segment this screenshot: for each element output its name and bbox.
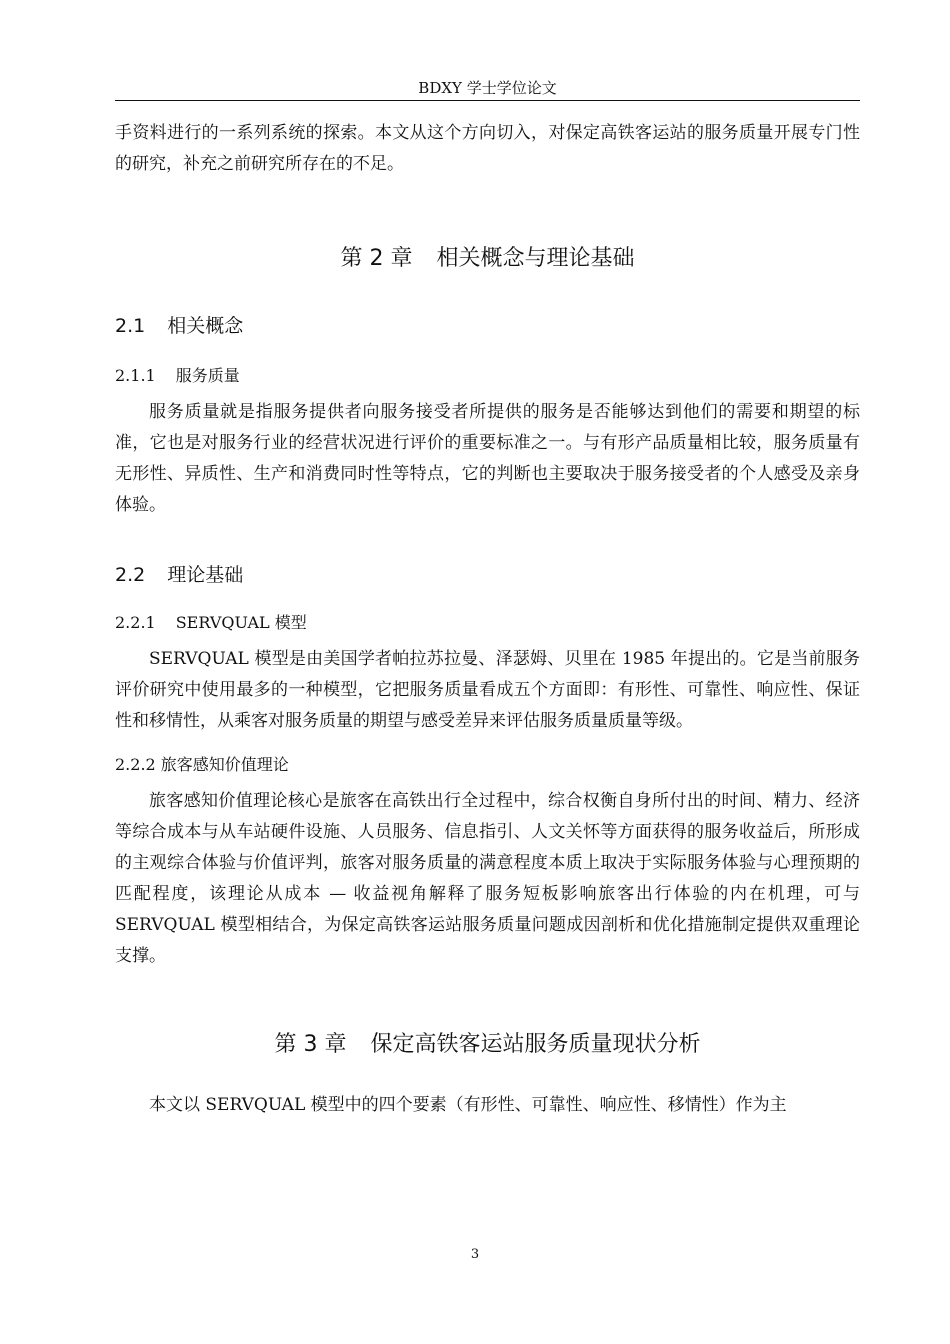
perceived-value-paragraph: 旅客感知价值理论核心是旅客在高铁出行全过程中，综合权衡自身所付出的时间、精力、经济等综合成本与从车站硬件设施、人员服务、信息指引、人文关怀等方面获得的服务收益后，所形成的主观综合体验与价值评判，旅客对服务质量的满意程度本质上取决于实际服务体验与心理预期的匹配程度，该理论从成本 — 收益视角解释了服务短板影响旅客出行体验的内在机理，可与 SERVQUAL 模型相结合，为保定高铁客运站服务质量问题成因剖析和优化措施制定提供双重理论支撑。 xyxy=(115,791,860,966)
subsection-2-2-2-heading: 2.2.2 旅客感知价值理论 xyxy=(115,755,289,774)
section-2-1-title: 相关概念 xyxy=(167,315,244,337)
section-2-2-title: 理论基础 xyxy=(167,564,244,586)
chapter-2-title: 相关概念与理论基础 xyxy=(436,246,635,271)
chapter-3-heading xyxy=(115,1030,860,1060)
subsection-2-2-1-number: 2.2.1 xyxy=(115,613,156,632)
chapter-2-number: 第 2 章 xyxy=(340,246,413,271)
page-body xyxy=(115,118,860,1121)
running-header: BDXY 学士学位论文 xyxy=(418,79,557,97)
section-2-1-number: 2.1 xyxy=(115,315,146,337)
chapter-3-title: 保定高铁客运站服务质量现状分析 xyxy=(370,1032,701,1057)
header-divider xyxy=(115,100,860,101)
subsection-2-1-1-number: 2.1.1 xyxy=(115,366,156,385)
service-quality-paragraph: 服务质量就是指服务提供者向服务接受者所提供的服务是否能够达到他们的需要和期望的标准，它也是对服务行业的经营状况进行评价的重要标准之一。与有形产品质量相比较，服务质量有无形性、异质性、生产和消费同时性等特点，它的判断也主要取决于服务接受者的个人感受及亲身体验。 xyxy=(115,402,860,515)
section-2-2-number: 2.2 xyxy=(115,564,146,586)
subsection-2-2-1-title: SERVQUAL 模型 xyxy=(175,613,307,632)
chapter-2-heading xyxy=(115,244,860,274)
page-number: 3 xyxy=(470,1247,480,1262)
section-2-1-heading xyxy=(115,312,860,340)
chapter-3-number: 第 3 章 xyxy=(274,1032,347,1057)
subsection-2-1-1-heading xyxy=(115,364,860,388)
section-2-2-heading xyxy=(115,561,860,589)
servqual-paragraph: SERVQUAL 模型是由美国学者帕拉苏拉曼、泽瑟姆、贝里在 1985 年提出的。它是当前服务评价研究中使用最多的一种模型，它把服务质量看成五个方面即：有形性、可靠性、响应性、保证性和移情性，从乘客对服务质量的期望与感受差异来评估服务质量质量等级。 xyxy=(115,649,860,731)
chapter-3-intro-paragraph: 本文以 SERVQUAL 模型中的四个要素（有形性、可靠性、响应性、移情性）作为主 xyxy=(149,1095,787,1115)
intro-continuation-paragraph: 手资料进行的一系列系统的探索。本文从这个方向切入，对保定高铁客运站的服务质量开展专门性的研究，补充之前研究所存在的不足。 xyxy=(115,123,860,174)
subsection-2-2-1-heading xyxy=(115,611,860,635)
subsection-2-1-1-title: 服务质量 xyxy=(175,366,240,385)
